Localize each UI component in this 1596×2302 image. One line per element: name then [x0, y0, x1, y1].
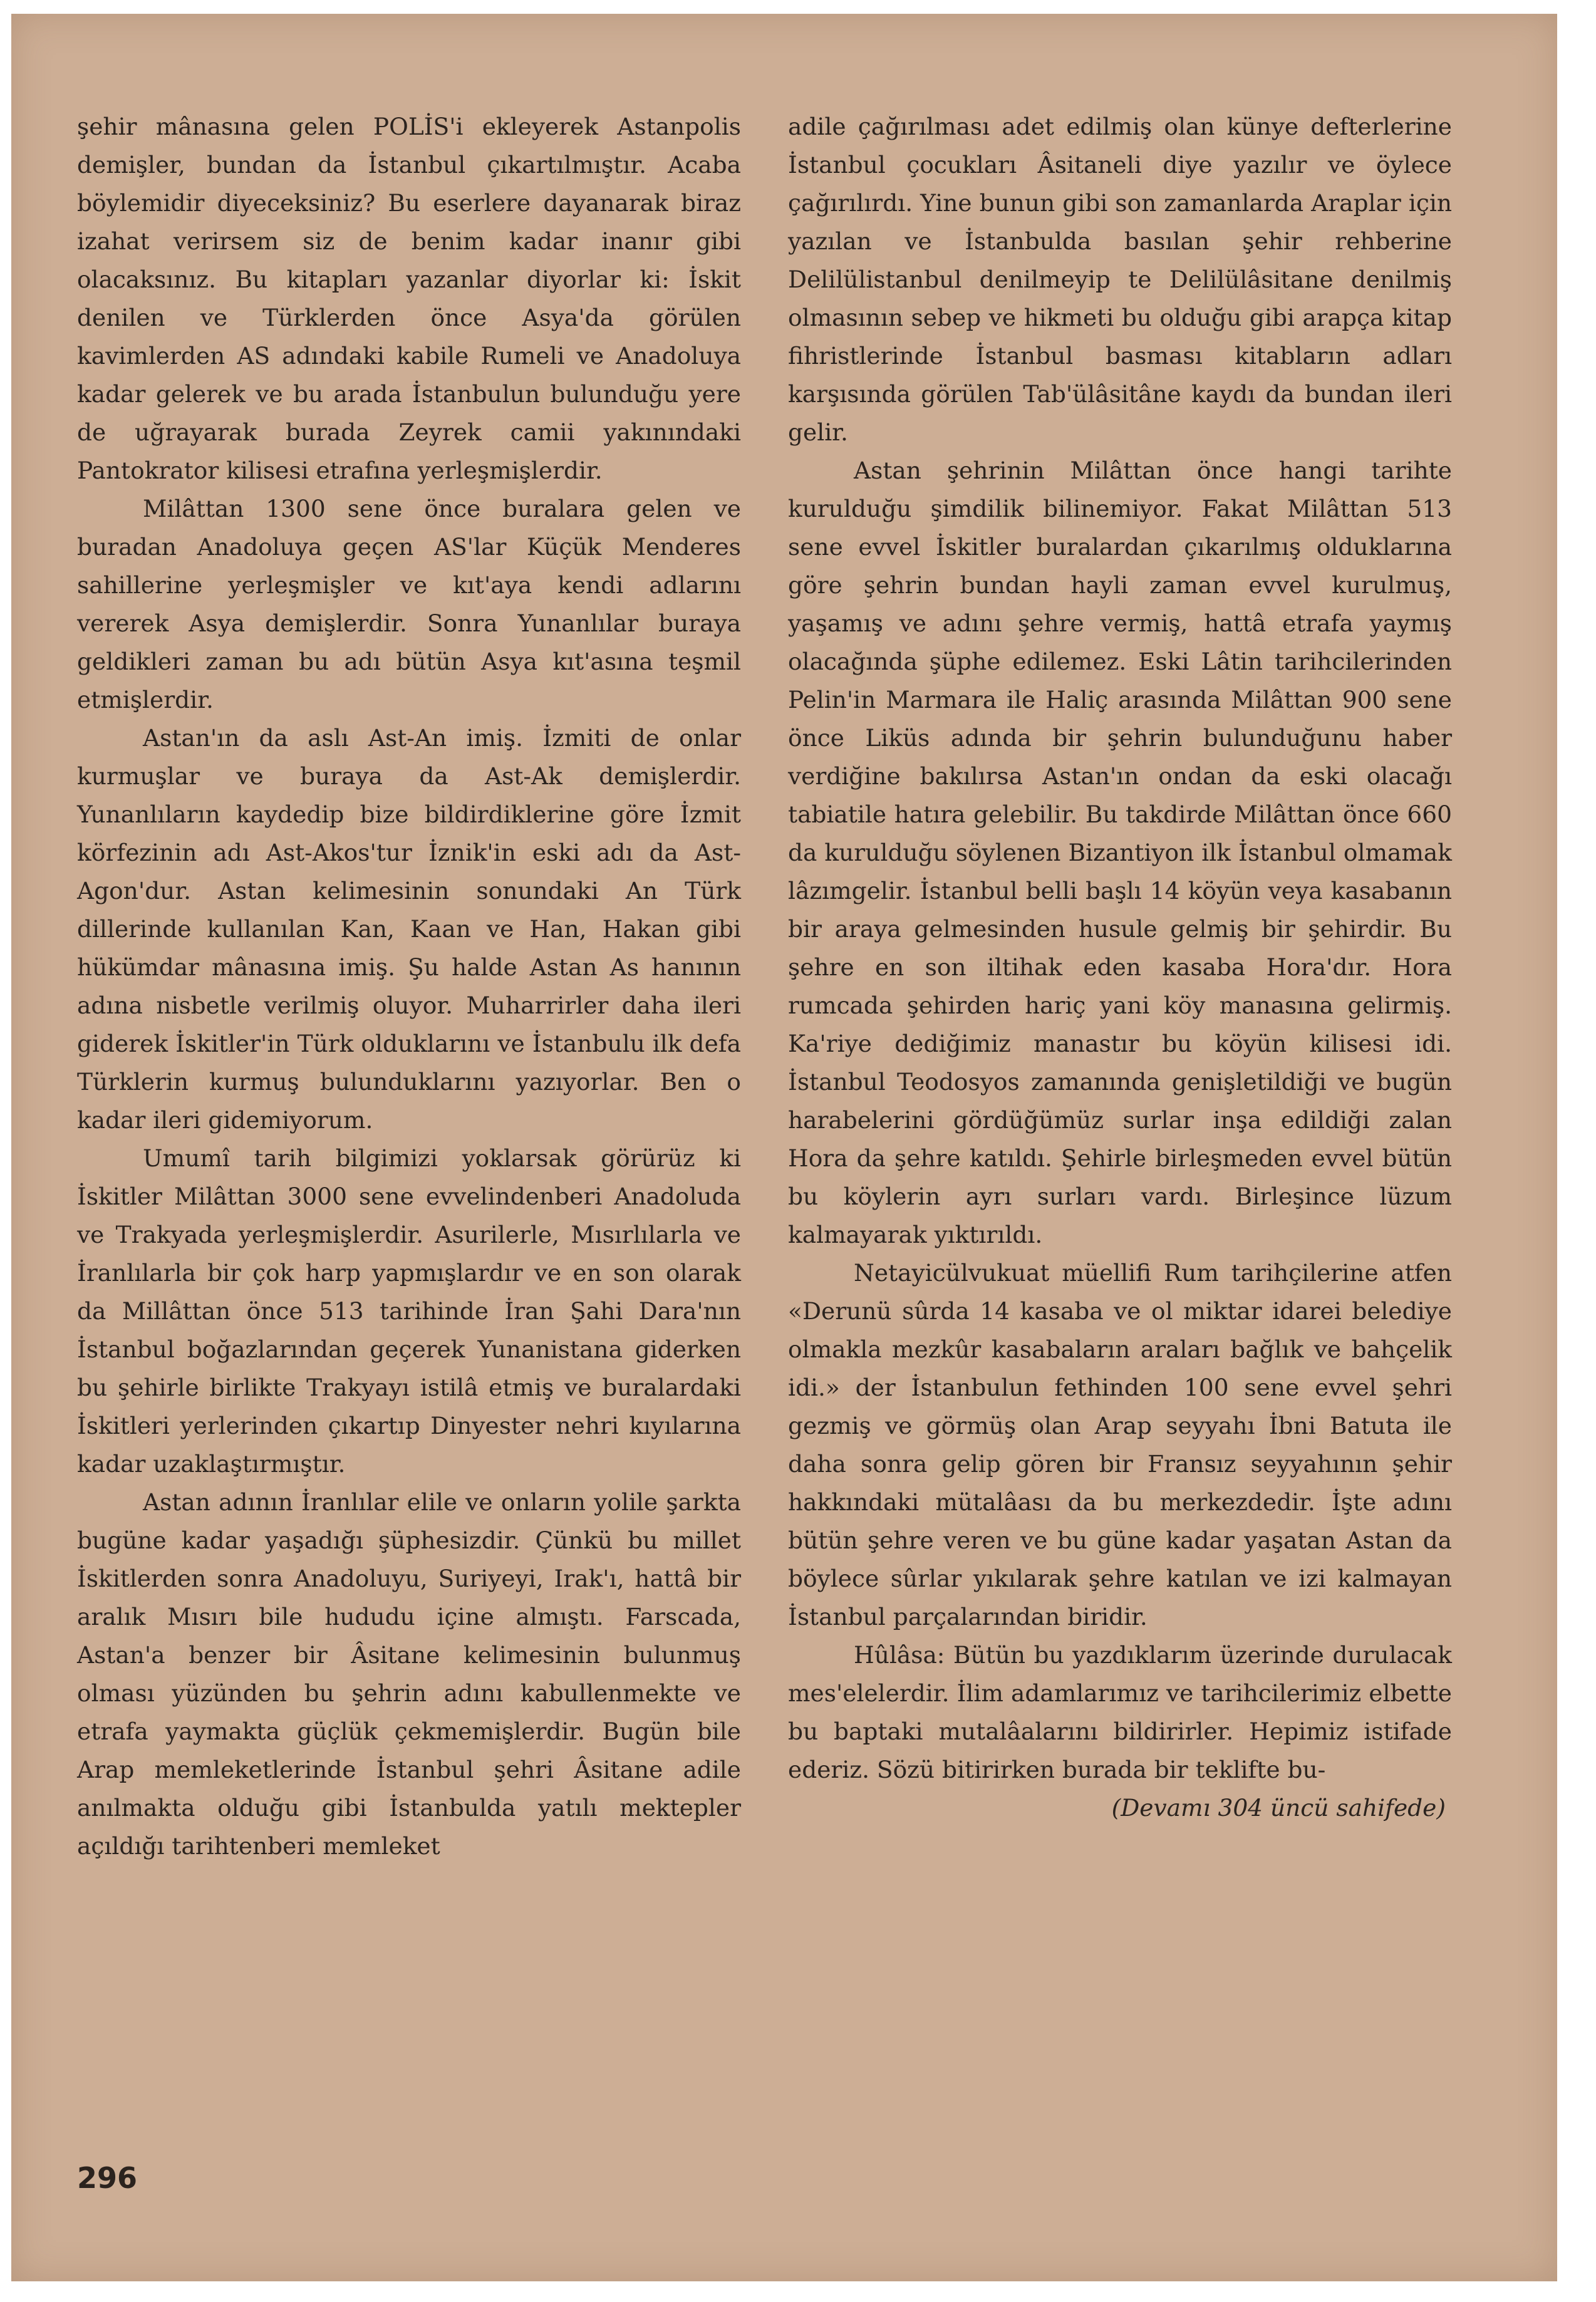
right-column: [788, 108, 1452, 1827]
paragraph: Milâttan 1300 sene önce buralara gelen ve buradan Anadoluya geçen AS'lar Küçük Menderes sahillerine yerleşmişler ve kıt'aya kendi adlarını vererek Asya demişlerdir. Sonra Yunanlılar buraya geldikleri zaman bu adı bütün Asya kıt'asına teşmil etmişlerdir.: [77, 495, 741, 713]
paragraph: adile çağırılması adet edilmiş olan künye defterlerine İstanbul çocukları Âsitaneli diye yazılır ve öylece çağırılırdı. Yine bunun gibi son zamanlarda Araplar için yazılan ve İstanbulda basılan şehir rehberine Delilülistanbul denilmeyip te Delilülâsitane denilmiş olmasının sebep ve hikmeti bu olduğu gibi arapça kitap fihristlerinde İstanbul basması kitabların adları karşısında görülen Tab'ülâsitâne kaydı da bundan ileri gelir.: [788, 113, 1452, 446]
book-page: [11, 14, 1557, 2281]
paragraph: Umumî tarih bilgimizi yoklarsak görürüz ki İskitler Milâttan 3000 sene evvelindenberi Anadoluda ve Trakyada yerleşmişlerdir. Asurilerle, Mısırlılarla ve İranlılarla bir çok harp yapmışlardır ve en son olarak da Millâttan önce 513 tarihinde İran Şahi Dara'nın İstanbul boğazlarından geçerek Yunanistana giderken bu şehirle birlikte Trakyayı istilâ etmiş ve buralardaki İskitleri yerlerinden çıkartıp Dinyester nehri kıyılarına kadar uzaklaştırmıştır.: [77, 1144, 741, 1478]
paragraph: Astan'ın da aslı Ast-An imiş. İzmiti de onlar kurmuşlar ve buraya da Ast-Ak demişlerdir. Yunanlıların kaydedip bize bildirdiklerine göre İzmit körfezinin adı Ast-Akos'tur İznik'in eski adı da Ast-Agon'dur. Astan kelimesinin sonundaki An Türk dillerinde kullanılan Kan, Kaan ve Han, Hakan gibi hükümdar mânasına imiş. Şu halde Astan As hanının adına nisbetle verilmiş oluyor. Muharrirler daha ileri giderek İskitler'in Türk olduklarını ve İstanbulu ilk defa Türklerin kurmuş bulunduklarını yazıyorlar. Ben o kadar ileri gidemiyorum.: [77, 724, 741, 1134]
continued-note: (Devamı 304 üncü sahifede): [1111, 1794, 1446, 1822]
page-number: 296: [77, 2161, 138, 2195]
paragraph: Netayicülvukuat müellifi Rum tarihçilerine atfen «Derunü sûrda 14 kasaba ve ol miktar idarei belediye olmakla mezkûr kasabaların araları bağlık ve bahçelik idi.» der İstanbulun fethinden 100 sene evvel şehri gezmiş ve görmüş olan Arap seyyahı İbni Batuta ile daha sonra gelip gören bir Fransız seyyahının şehir hakkındaki mütalâası da bu merkezdedir. İşte adını bütün şehre veren ve bu güne kadar yaşatan Astan da böylece sûrlar yıkılarak şehre katılan ve izi kalmayan İstanbul parçalarından biridir.: [788, 1259, 1452, 1631]
paragraph: Astan adının İranlılar elile ve onların yolile şarkta bugüne kadar yaşadığı şüphesizdir. Çünkü bu millet İskitlerden sonra Anadoluyu, Suriyeyi, Irak'ı, hattâ bir aralık Mısırı bile hududu içine almıştı. Farscada, Astan'a benzer bir Âsitane kelimesinin bulunmuş olması yüzünden bu şehrin adını kabullenmekte ve etrafa yaymakta güçlük çekmemişlerdir. Bugün bile Arap memleketlerinde İstanbul şehri Âsitane adile anılmakta olduğu gibi İstanbulda yatılı mektepler açıldığı tarihtenberi memleket: [77, 1488, 741, 1860]
left-column: [77, 108, 741, 1865]
paragraph: Hûlâsa: Bütün bu yazdıklarım üzerinde durulacak mes'elelerdir. İlim adamlarımız ve tarihcilerimiz elbette bu baptaki mutalâalarını bildirirler. Hepimiz istifade ederiz. Sözü bitirirken burada bir teklifte bu-: [788, 1641, 1452, 1783]
paragraph: Astan şehrinin Milâttan önce hangi tarihte kurulduğu şimdilik bilinemiyor. Fakat Milâttan 513 sene evvel İskitler buralardan çıkarılmış olduklarına göre şehrin bundan hayli zaman evvel kurulmuş, yaşamış ve adını şehre vermiş, hattâ etrafa yaymış olacağında şüphe edilemez. Eski Lâtin tarihcilerinden Pelin'in Marmara ile Haliç arasında Milâttan 900 sene önce Liküs adında bir şehrin bulunduğunu haber verdiğine bakılırsa Astan'ın ondan da eski olacağı tabiatile hatıra gelebilir. Bu takdirde Milâttan önce 660 da kurulduğu söylenen Bizantiyon ilk İstanbul olmamak lâzımgelir. İstanbul belli başlı 14 köyün veya kasabanın bir araya gelmesinden husule gelmiş bir şehirdir. Bu şehre en son iltihak eden kasaba Hora'dır. Hora rumcada şehirden hariç yani köy manasına gelirmiş. Ka'riye dediğimiz manastır bu köyün kilisesi idi. İstanbul Teodosyos zamanında genişletildiği ve bugün harabelerini gördüğümüz surlar inşa edildiği zalan Hora da şehre katıldı. Şehirle birleşmeden evvel bütün bu köylerin ayrı surları vardı. Birleşince lüzum kalmayarak yıktırıldı.: [788, 457, 1452, 1248]
paragraph: şehir mânasına gelen POLİS'i ekleyerek Astanpolis demişler, bundan da İstanbul çıkartılmıştır. Acaba böylemidir diyeceksiniz? Bu eserlere dayanarak biraz izahat verirsem siz de benim kadar inanır gibi olacaksınız. Bu kitapları yazanlar diyorlar ki: İskit denilen ve Türklerden önce Asya'da görülen kavimlerden AS adındaki kabile Rumeli ve Anadoluya kadar gelerek ve bu arada İstanbulun bulunduğu yere de uğrayarak burada Zeyrek camii yakınındaki Pantokrator kilisesi etrafına yerleşmişlerdir.: [77, 113, 741, 484]
